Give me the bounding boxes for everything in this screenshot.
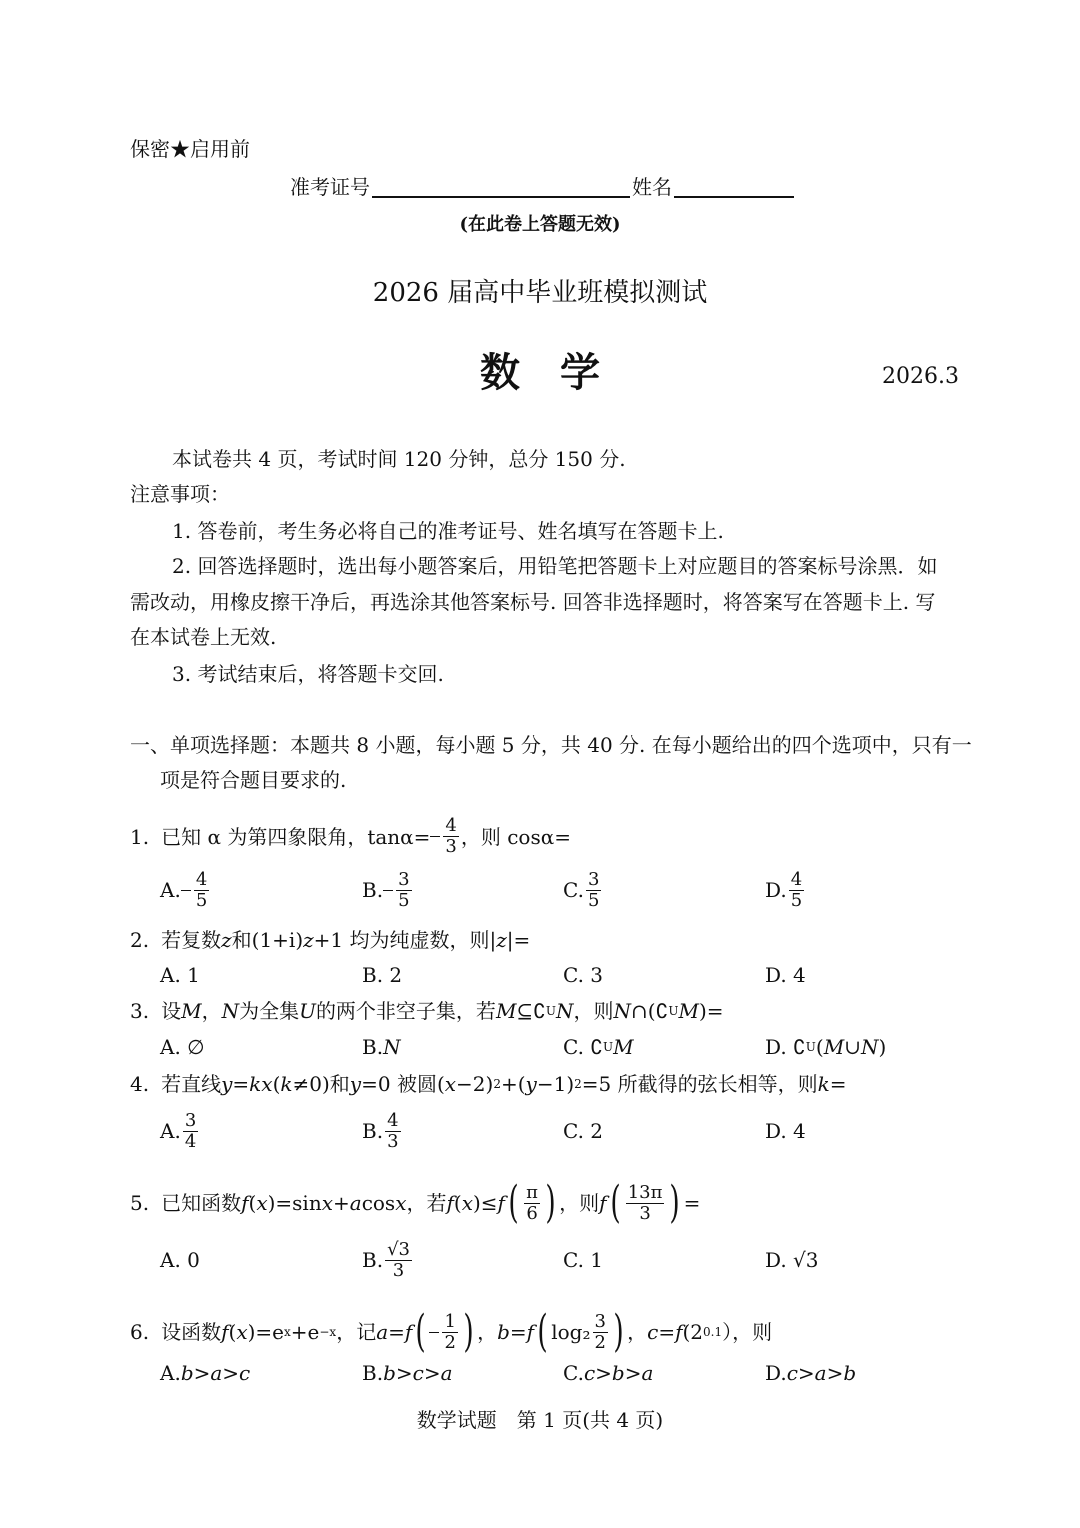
answer-option[interactable]	[160, 1236, 200, 1284]
answer-option[interactable]	[563, 1236, 603, 1284]
denominator: 3	[445, 836, 457, 857]
math-variable: z	[303, 928, 314, 952]
text-segment: B.	[362, 1119, 384, 1143]
fraction	[787, 870, 806, 911]
fraction-body	[626, 1183, 665, 1224]
text-segment: D. 4	[765, 1119, 806, 1143]
denominator: 3	[392, 1259, 405, 1281]
text-segment: =	[829, 1072, 847, 1096]
answer-option[interactable]	[765, 1236, 819, 1284]
text-segment: ∩(∁	[631, 999, 669, 1023]
fraction-body	[789, 870, 804, 911]
answer-option[interactable]	[160, 951, 200, 999]
text-segment: ∪	[844, 1035, 861, 1059]
question-number: 3.	[130, 999, 150, 1023]
answer-option[interactable]	[765, 951, 806, 999]
text-segment: D.	[765, 878, 787, 902]
text-segment: )=e	[247, 1320, 284, 1344]
math-variable: N	[556, 999, 574, 1023]
math-variable: f	[497, 1191, 505, 1215]
text-segment: =0 被圆(	[361, 1072, 445, 1096]
text-segment: ，	[627, 1320, 648, 1344]
section-heading-cont: 项是符合题目要求的.	[160, 768, 347, 792]
math-variable: N	[860, 1035, 879, 1059]
math-variable: N	[383, 1035, 401, 1059]
fraction-body	[586, 870, 601, 911]
math-variable: U	[299, 999, 316, 1023]
notice-item: 在本试卷上无效.	[130, 625, 277, 649]
answer-option[interactable]	[765, 866, 806, 914]
denominator: 4	[184, 1130, 197, 1152]
text-segment: A. 1	[160, 963, 200, 987]
text-segment: +1 均为纯虚数，则|	[313, 928, 497, 952]
denominator: 5	[790, 889, 803, 911]
text-segment: B.	[362, 1035, 384, 1059]
exam-date: 2026.3	[882, 364, 959, 389]
text-segment: D. ∁	[765, 1035, 806, 1059]
text-segment: (2	[682, 1320, 704, 1344]
answer-option[interactable]	[362, 866, 414, 914]
text-segment: D.	[765, 1361, 787, 1385]
numerator: 3	[184, 1109, 197, 1131]
page-footer: 数学试题 第 1 页(共 4 页)	[416, 1408, 664, 1432]
question-stem	[130, 1306, 773, 1357]
text-segment: (	[815, 1035, 824, 1059]
text-segment: C.	[563, 1361, 584, 1385]
math-variable: a	[349, 1191, 362, 1215]
fraction	[429, 1312, 459, 1353]
math-variable: c=f	[647, 1320, 683, 1344]
numerator: 4	[387, 1109, 399, 1131]
answer-option[interactable]	[765, 1107, 806, 1155]
text-segment: (	[228, 1320, 237, 1344]
numerator: 3	[398, 868, 410, 890]
denominator: 5	[587, 889, 600, 911]
fraction	[624, 1183, 667, 1224]
text-segment: D. 4	[765, 963, 806, 987]
text-segment: 若直线	[161, 1072, 222, 1096]
fraction	[430, 816, 460, 857]
math-variable: M	[181, 999, 202, 1023]
math-variable: k	[280, 1072, 293, 1096]
text-segment: 的两个非空子集，若	[315, 999, 496, 1023]
math-variable: M	[495, 999, 517, 1023]
text-segment: A. 0	[160, 1248, 200, 1272]
subject-title: 数 学	[480, 349, 600, 396]
question-stem	[130, 927, 530, 953]
text-segment: B. 2	[362, 963, 403, 987]
text-segment: −2)	[456, 1072, 494, 1096]
text-segment: ，则 cosα=	[460, 824, 572, 849]
exam-id-blank[interactable]	[372, 176, 630, 198]
left-paren: (	[537, 1306, 548, 1357]
fraction-body	[593, 1312, 608, 1353]
text-segment: )	[878, 1035, 887, 1059]
answer-option[interactable]	[362, 1023, 401, 1071]
answer-option[interactable]	[160, 1107, 200, 1155]
answer-option[interactable]	[563, 1349, 653, 1397]
text-segment: cos	[361, 1191, 396, 1215]
text-segment: C. 1	[563, 1248, 604, 1272]
text-segment: B.	[362, 1361, 384, 1385]
text-segment: C. 3	[563, 963, 604, 987]
fraction-body	[194, 870, 209, 911]
numerator: √3	[387, 1238, 410, 1260]
answer-option[interactable]	[160, 1349, 250, 1397]
question-number: 2.	[130, 928, 150, 952]
math-variable: y=kx	[221, 1072, 273, 1096]
fraction-body	[183, 1111, 198, 1152]
math-variable: x	[236, 1320, 248, 1344]
minus-sign	[383, 890, 393, 891]
math-variable: x	[395, 1191, 407, 1215]
math-variable: a=f	[376, 1320, 413, 1344]
math-variable: c>a>b	[786, 1361, 857, 1385]
text-segment: A.	[160, 1119, 181, 1143]
question-stem	[130, 998, 724, 1024]
text-segment: −1)	[536, 1072, 575, 1096]
name-label: 姓名	[632, 175, 672, 199]
subscript: U	[668, 1004, 679, 1018]
fraction	[591, 1312, 610, 1353]
question-number: 6.	[130, 1320, 150, 1344]
parenthesized-fraction	[534, 1306, 627, 1357]
numerator: π	[526, 1181, 538, 1203]
text-segment: ，若	[406, 1191, 447, 1215]
notice-item: 3. 考试结束后，将答题卡交回.	[172, 662, 444, 686]
minus-sign	[181, 890, 191, 891]
text-segment: =5 所截得的弦长相等，则	[581, 1072, 818, 1096]
text-segment: ），则	[722, 1320, 773, 1344]
math-variable: x	[256, 1191, 268, 1215]
superscript: 0.1	[703, 1325, 723, 1339]
text-segment: C. 2	[563, 1119, 604, 1143]
denominator: 6	[526, 1202, 538, 1224]
math-variable: x	[444, 1072, 457, 1096]
denominator: 2	[594, 1331, 606, 1353]
text-segment: 为全集	[239, 999, 300, 1023]
answer-option[interactable]	[362, 951, 402, 999]
right-paren: )	[463, 1306, 474, 1357]
text-segment: (	[248, 1191, 257, 1215]
notice-item: 1. 答卷前，考生务必将自己的准考证号、姓名填写在答题卡上.	[172, 519, 724, 543]
text-segment: A.	[160, 1361, 181, 1385]
text-segment: |=	[506, 928, 531, 952]
math-variable: N	[221, 999, 240, 1023]
text-segment: (	[272, 1072, 281, 1096]
parenthesized-fraction	[607, 1177, 684, 1228]
text-segment: 设	[161, 999, 182, 1023]
numerator: 13π	[627, 1181, 663, 1203]
intro-text: 本试卷共 4 页，考试时间 120 分钟，总分 150 分.	[172, 447, 626, 471]
subscript: U	[545, 1004, 557, 1018]
math-variable: f	[599, 1191, 607, 1215]
minus-sign	[430, 836, 440, 837]
question-number: 4.	[130, 1072, 150, 1096]
text-segment: B.	[362, 1248, 384, 1272]
confidential-label: 保密★启用前	[130, 137, 250, 161]
section-heading: 一、单项选择题：本题共 8 小题，每小题 5 分，共 40 分. 在每小题给出的四个选项中，只有一	[130, 733, 972, 757]
denominator: 5	[195, 889, 208, 911]
math-variable: z	[221, 928, 232, 952]
right-paren: )	[545, 1177, 556, 1228]
answer-option[interactable]	[362, 1349, 453, 1397]
denominator: 5	[398, 889, 410, 911]
fraction-body	[443, 816, 458, 857]
exam-id-label: 准考证号	[290, 175, 370, 199]
text-segment: 若复数	[161, 928, 222, 952]
math-variable: b>a>c	[180, 1361, 251, 1385]
superscript: x	[284, 1325, 291, 1339]
fraction-body	[385, 1111, 400, 1152]
math-variable: x	[321, 1191, 333, 1215]
fraction-body	[524, 1183, 540, 1224]
answer-option[interactable]	[160, 1023, 205, 1071]
denominator: 2	[444, 1331, 456, 1353]
right-paren: )	[613, 1306, 624, 1357]
text-segment: (	[453, 1191, 462, 1215]
text-segment: )=	[698, 999, 724, 1023]
subscript: U	[603, 1040, 614, 1054]
math-variable: M	[678, 999, 699, 1023]
math-variable: f	[241, 1191, 249, 1215]
text-segment: 和(1+i)	[231, 928, 304, 952]
text-segment: B.	[362, 878, 384, 902]
notice-heading: 注意事项：	[130, 482, 230, 506]
name-blank[interactable]	[674, 176, 794, 198]
answer-option[interactable]	[563, 1107, 603, 1155]
text-segment: +(	[500, 1072, 526, 1096]
math-variable: M	[823, 1035, 845, 1059]
text-segment: 已知 α 为第四象限角，tanα=	[161, 824, 431, 849]
parenthesized-fraction	[505, 1177, 559, 1228]
text-segment: 已知函数	[161, 1191, 242, 1215]
fraction	[383, 1240, 414, 1281]
minus-sign	[429, 1332, 439, 1333]
question-stem	[130, 1071, 847, 1097]
text-segment: D. √3	[765, 1248, 819, 1272]
invalid-note: (在此卷上答题无效)	[459, 214, 621, 235]
answer-option[interactable]	[362, 1236, 414, 1284]
question-stem	[130, 816, 571, 857]
answer-option[interactable]	[563, 866, 603, 914]
exam-title: 2026 届高中毕业班模拟测试	[372, 278, 708, 308]
numerator: 1	[444, 1310, 456, 1332]
math-variable: y	[349, 1072, 362, 1096]
text-segment: +	[332, 1191, 350, 1215]
numerator: 3	[594, 1310, 606, 1332]
answer-option[interactable]	[362, 1107, 403, 1155]
text-segment: ，则	[559, 1191, 600, 1215]
superscript: 2	[493, 1077, 501, 1091]
text-segment: C. ∁	[563, 1035, 604, 1059]
fraction-body	[385, 1240, 412, 1281]
right-paren: )	[669, 1177, 681, 1228]
superscript: 2	[574, 1077, 582, 1091]
text-segment: C.	[563, 878, 584, 902]
math-variable: M	[613, 1035, 634, 1059]
exam-id-row	[290, 174, 796, 200]
left-paren: (	[609, 1177, 621, 1228]
fraction-body	[396, 870, 411, 911]
fraction	[383, 1111, 402, 1152]
text-segment: ，	[477, 1320, 498, 1344]
math-variable: f	[446, 1191, 454, 1215]
text-segment: ，	[201, 999, 222, 1023]
text-segment: ≠0)和	[292, 1072, 350, 1096]
answer-option[interactable]	[765, 1349, 856, 1397]
answer-option[interactable]	[563, 1023, 634, 1071]
denominator: 3	[387, 1130, 399, 1152]
fraction-body	[442, 1312, 457, 1353]
fraction	[522, 1183, 542, 1224]
math-variable: N	[613, 999, 632, 1023]
parenthesized-fraction	[412, 1306, 477, 1357]
question-number: 1.	[130, 824, 150, 849]
text-segment: )=sin	[267, 1191, 322, 1215]
math-variable: x	[461, 1191, 473, 1215]
numerator: 3	[587, 868, 600, 890]
text-segment: A.	[160, 878, 181, 902]
answer-option[interactable]	[563, 951, 603, 999]
math-variable: b=f	[497, 1320, 535, 1344]
text-segment: ，则	[573, 999, 614, 1023]
question-number: 5.	[130, 1191, 150, 1215]
math-variable: y	[525, 1072, 537, 1096]
fraction	[584, 870, 603, 911]
fraction	[181, 1111, 200, 1152]
text-segment: ，记	[336, 1320, 377, 1344]
numerator: 4	[790, 868, 803, 890]
math-variable: c>b>a	[583, 1361, 654, 1385]
left-paren: (	[508, 1177, 519, 1228]
text-segment: 设函数	[161, 1320, 222, 1344]
denominator: 3	[639, 1202, 651, 1224]
fraction	[383, 870, 413, 911]
text-segment: =	[683, 1191, 701, 1215]
question-stem	[130, 1177, 701, 1228]
text-segment: )≤	[472, 1191, 498, 1215]
math-variable: b>c>a	[383, 1361, 453, 1385]
answer-option[interactable]	[765, 1023, 886, 1071]
numerator: 4	[445, 815, 457, 836]
fraction	[181, 870, 211, 911]
math-variable: z	[496, 928, 507, 952]
log-prefix: log₂	[551, 1320, 591, 1344]
numerator: 4	[195, 868, 208, 890]
text-segment: +e	[290, 1320, 320, 1344]
math-variable: k	[817, 1072, 830, 1096]
subscript: U	[805, 1040, 816, 1054]
text-segment: A. ∅	[160, 1035, 205, 1059]
left-paren: (	[415, 1306, 427, 1357]
answer-option[interactable]	[160, 866, 211, 914]
notice-item: 2. 回答选择题时，选出每小题答案后，用铅笔把答题卡上对应题目的答案标号涂黑．如	[172, 554, 938, 578]
notice-item: 需改动，用橡皮擦干净后，再选涂其他答案标号. 回答非选择题时，将答案写在答题卡上. 写	[130, 590, 936, 614]
text-segment: ⊆∁	[516, 999, 546, 1023]
superscript: −x	[319, 1325, 337, 1339]
math-variable: f	[221, 1320, 229, 1344]
